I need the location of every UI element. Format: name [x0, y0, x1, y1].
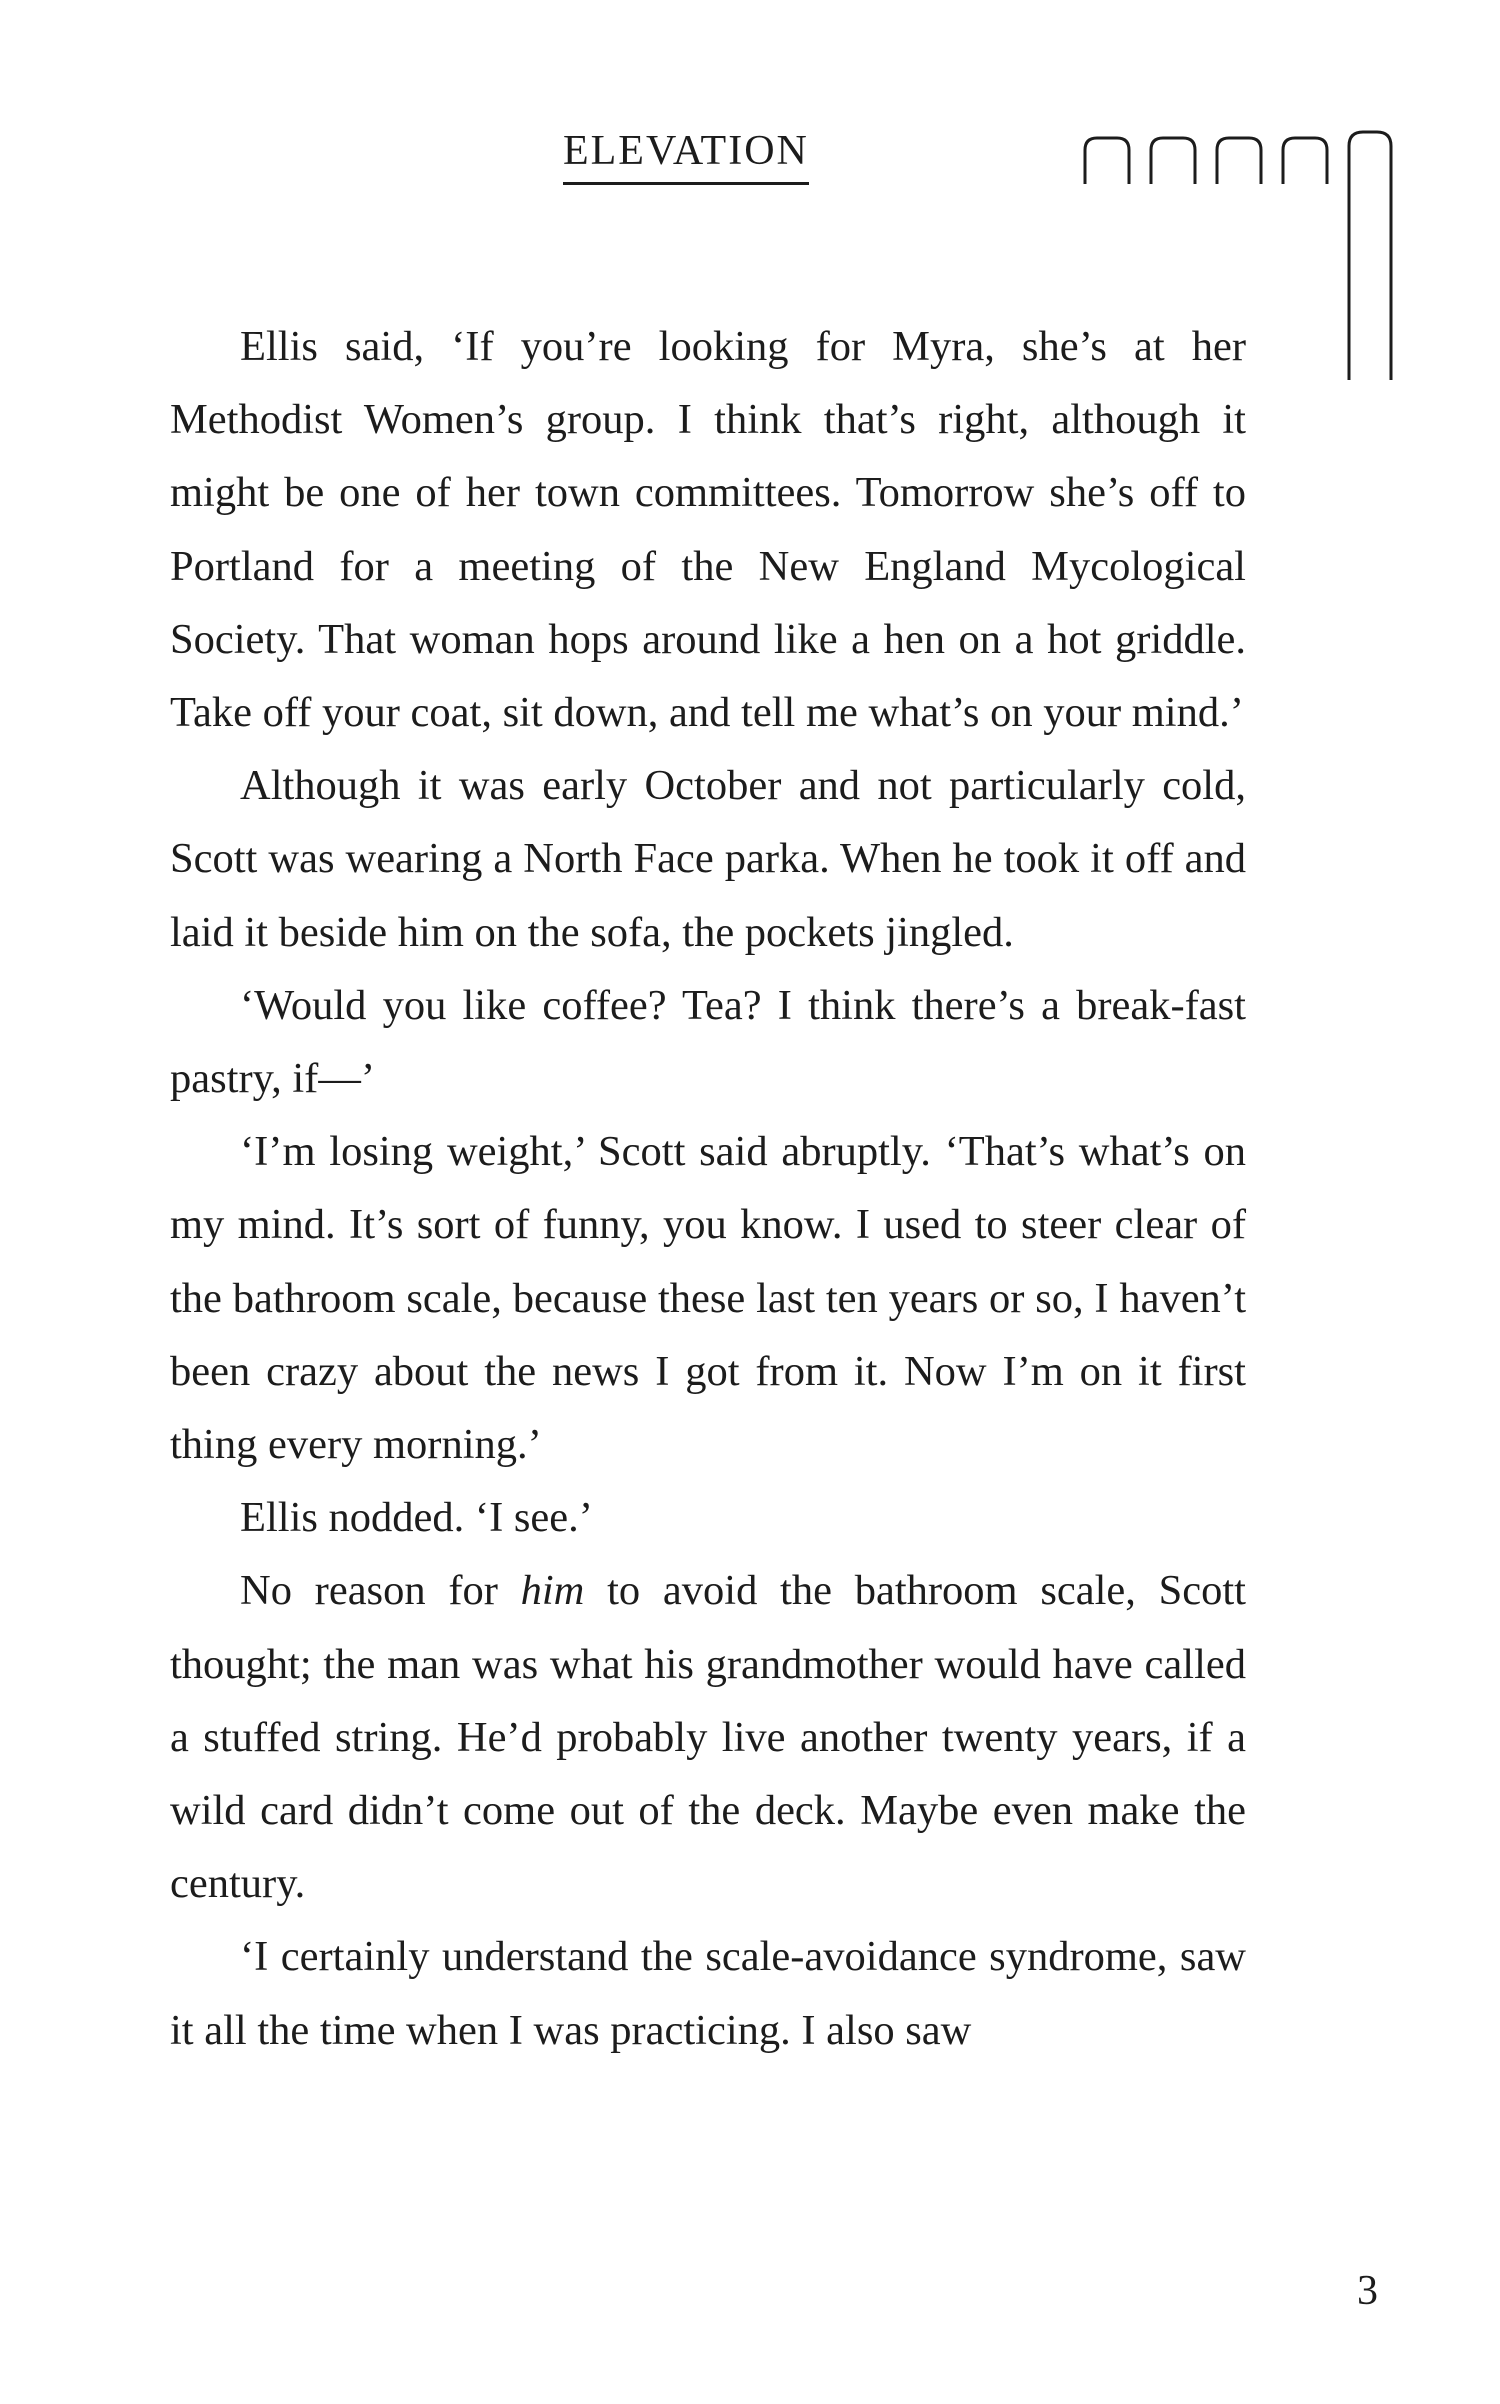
- paragraph: ‘I’m losing weight,’ Scott said abruptly. ‘That’s what’s on my mind. It’s sort of funny, you know. I used to steer clear of the bathroom scale, because these last ten years or so, I haven’t been crazy about the news I got from it. Now I’m on it first thing every morning.’: [170, 1128, 1246, 1469]
- page-number: 3: [1357, 2268, 1378, 2314]
- paragraph: [170, 1554, 1246, 1920]
- paragraph: ‘I certainly understand the scale-avoidance syndrome, saw it all the time when I was practicing. I also saw: [170, 1933, 1246, 2054]
- paragraph-text: No reason for: [240, 1567, 521, 1615]
- paragraph: ‘Would you like coffee? Tea? I think there’s a break-fast pastry, if—’: [170, 981, 1246, 1103]
- body-text: [170, 310, 1246, 2067]
- paragraph: Although it was early October and not particularly cold, Scott was wearing a North Face parka. When he took it off and laid it beside him on the sofa, the pockets jingled.: [170, 762, 1246, 956]
- running-head: ELEVATION: [563, 130, 809, 185]
- paragraph: Ellis said, ‘If you’re looking for Myra, she’s at her Methodist Women’s group. I think that’s right, although it might be one of her town committees. Tomorrow she’s off to Portland for a meeting of the New England Mycological Society. That woman hops around like a hen on a hot griddle. Take off your coat, sit down, and tell me what’s on your mind.’: [170, 323, 1246, 737]
- paragraph: Ellis nodded. ‘I see.’: [240, 1494, 593, 1542]
- emphasis-text: him: [520, 1567, 585, 1615]
- paragraph-text: to avoid the bathroom scale, Scott thought; the man was what his grandmother would have called a stuffed string. He’d probably live another twenty years, if a wild card didn’t come out of the deck. Maybe even make the century.: [170, 1567, 1246, 1908]
